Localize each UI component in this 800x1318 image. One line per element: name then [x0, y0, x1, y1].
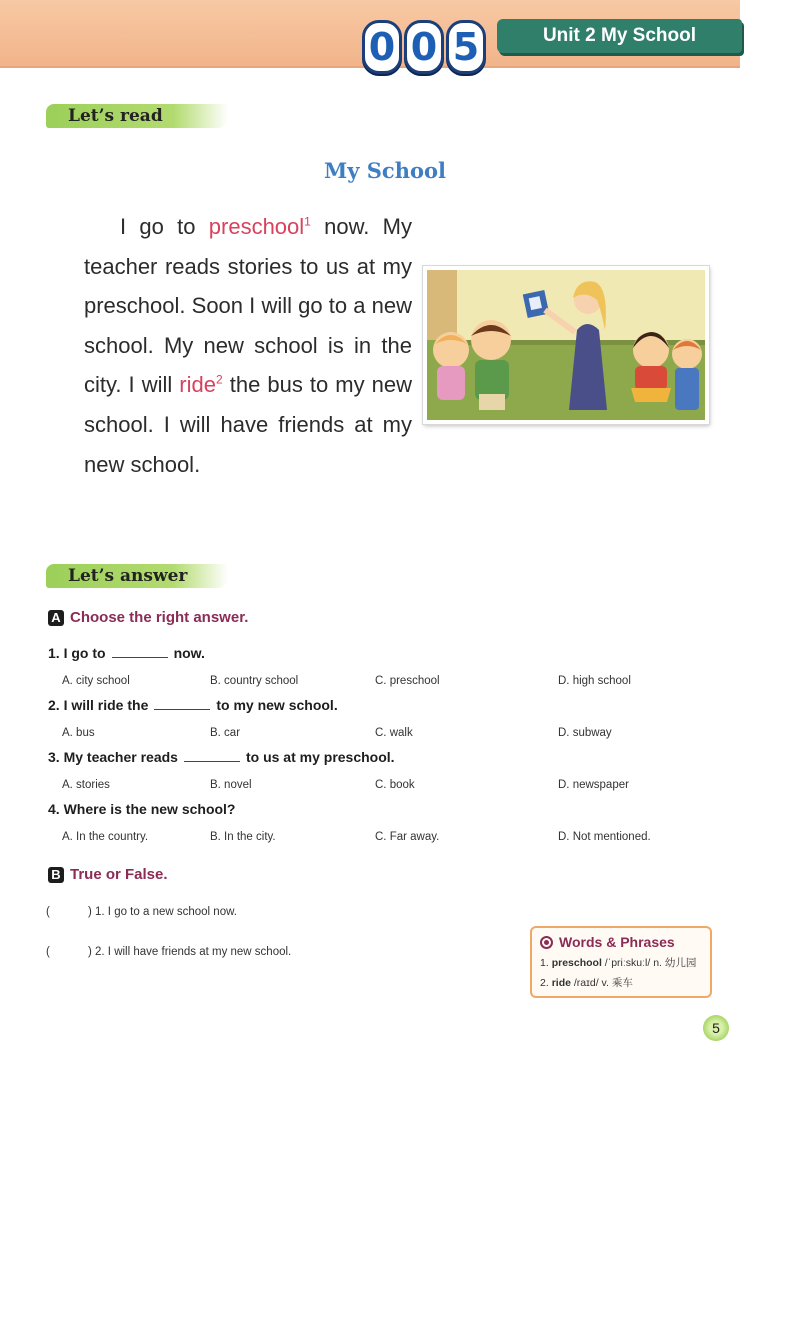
lesson-digit: 5 — [446, 20, 486, 74]
answer-paren[interactable]: ( — [46, 946, 50, 958]
question-2 — [48, 697, 338, 713]
question-text: to us at my preschool. — [245, 749, 395, 765]
story-text-part: the bus to my new school. I will have friends at my new school. — [84, 372, 412, 477]
word-term: preschool — [551, 957, 602, 969]
lets-answer-badge: Let’s answer — [46, 564, 228, 588]
true-false-item-1[interactable] — [46, 906, 237, 918]
option-a[interactable]: A. stories — [62, 779, 110, 791]
answer-blank[interactable] — [154, 697, 210, 710]
option-b[interactable]: B. country school — [210, 675, 299, 687]
footnote-mark: 2 — [215, 373, 223, 388]
word-entry — [540, 975, 702, 990]
option-b[interactable]: B. In the city. — [210, 831, 276, 843]
answer-paren[interactable]: ( — [46, 906, 50, 918]
question-1-options — [62, 675, 702, 691]
question-4-options — [62, 831, 702, 847]
true-false-item-2[interactable] — [46, 946, 291, 958]
word-number: 1. — [540, 957, 549, 969]
word-term: ride — [551, 977, 571, 989]
part-b-letter: B — [48, 867, 64, 883]
question-text: 4. Where is the new school? — [48, 801, 236, 817]
option-b[interactable]: B. car — [210, 727, 241, 739]
classroom-illustration — [423, 266, 709, 424]
vocab-word-preschool: preschool — [208, 214, 305, 239]
question-2-options — [62, 727, 702, 743]
option-a[interactable]: A. In the country. — [62, 831, 149, 843]
option-d[interactable]: D. Not mentioned. — [558, 831, 651, 843]
story-text — [84, 207, 412, 484]
option-c[interactable]: C. walk — [375, 727, 413, 739]
part-a-instruction: Choose the right answer. — [70, 609, 249, 626]
option-d[interactable]: D. high school — [558, 675, 631, 687]
word-entry — [540, 955, 702, 970]
question-text: to my new school. — [216, 697, 338, 713]
answer-blank[interactable] — [184, 749, 240, 762]
words-box-title — [540, 934, 702, 950]
part-b-instruction: True or False. — [70, 866, 168, 883]
story-text-part: I go to — [120, 214, 209, 239]
children-with-teacher-illustration — [427, 270, 705, 420]
word-gloss: /raɪd/ v. 乘车 — [573, 977, 633, 989]
lesson-digit: 0 — [362, 20, 402, 74]
vocab-word-ride: ride — [179, 372, 216, 398]
question-text: 3. My teacher reads — [48, 749, 178, 765]
option-a[interactable]: A. city school — [62, 675, 130, 687]
story-title: My School — [324, 158, 446, 183]
footnote-mark: 1 — [304, 214, 311, 229]
part-a-letter: A — [48, 610, 64, 626]
option-d[interactable]: D. subway — [558, 727, 612, 739]
option-b[interactable]: B. novel — [210, 779, 252, 791]
statement-text: ) 2. I will have friends at my new school. — [88, 946, 292, 958]
words-and-phrases-box — [530, 926, 712, 998]
lesson-number — [362, 20, 486, 72]
page-number: 5 — [703, 1015, 729, 1041]
option-d[interactable]: D. newspaper — [558, 779, 629, 791]
statement-text: ) 1. I go to a new school now. — [88, 906, 237, 918]
words-box-title-text: Words & Phrases — [559, 934, 675, 950]
lets-read-badge: Let’s read — [46, 104, 228, 128]
lesson-digit: 0 — [404, 20, 444, 74]
question-text: now. — [173, 645, 205, 661]
question-4 — [48, 801, 235, 817]
question-text: 1. I go to — [48, 645, 106, 661]
unit-title: Unit 2 My School — [497, 19, 742, 53]
option-c[interactable]: C. book — [375, 779, 415, 791]
answer-blank[interactable] — [112, 645, 168, 658]
part-a-heading — [48, 609, 248, 626]
option-c[interactable]: C. preschool — [375, 675, 440, 687]
option-a[interactable]: A. bus — [62, 727, 95, 739]
option-c[interactable]: C. Far away. — [375, 831, 440, 843]
question-3-options — [62, 779, 702, 795]
word-number: 2. — [540, 977, 549, 989]
target-icon — [540, 936, 553, 949]
story-text-part: now. My teacher reads stories to us at my preschool. Soon I will go to a new school. My new school is in the city. I will — [84, 214, 412, 398]
word-gloss: /ˈpriːskuːl/ n. 幼儿园 — [604, 957, 697, 969]
part-b-heading — [48, 866, 168, 883]
question-3 — [48, 749, 395, 765]
question-1 — [48, 645, 205, 661]
question-text: 2. I will ride the — [48, 697, 149, 713]
